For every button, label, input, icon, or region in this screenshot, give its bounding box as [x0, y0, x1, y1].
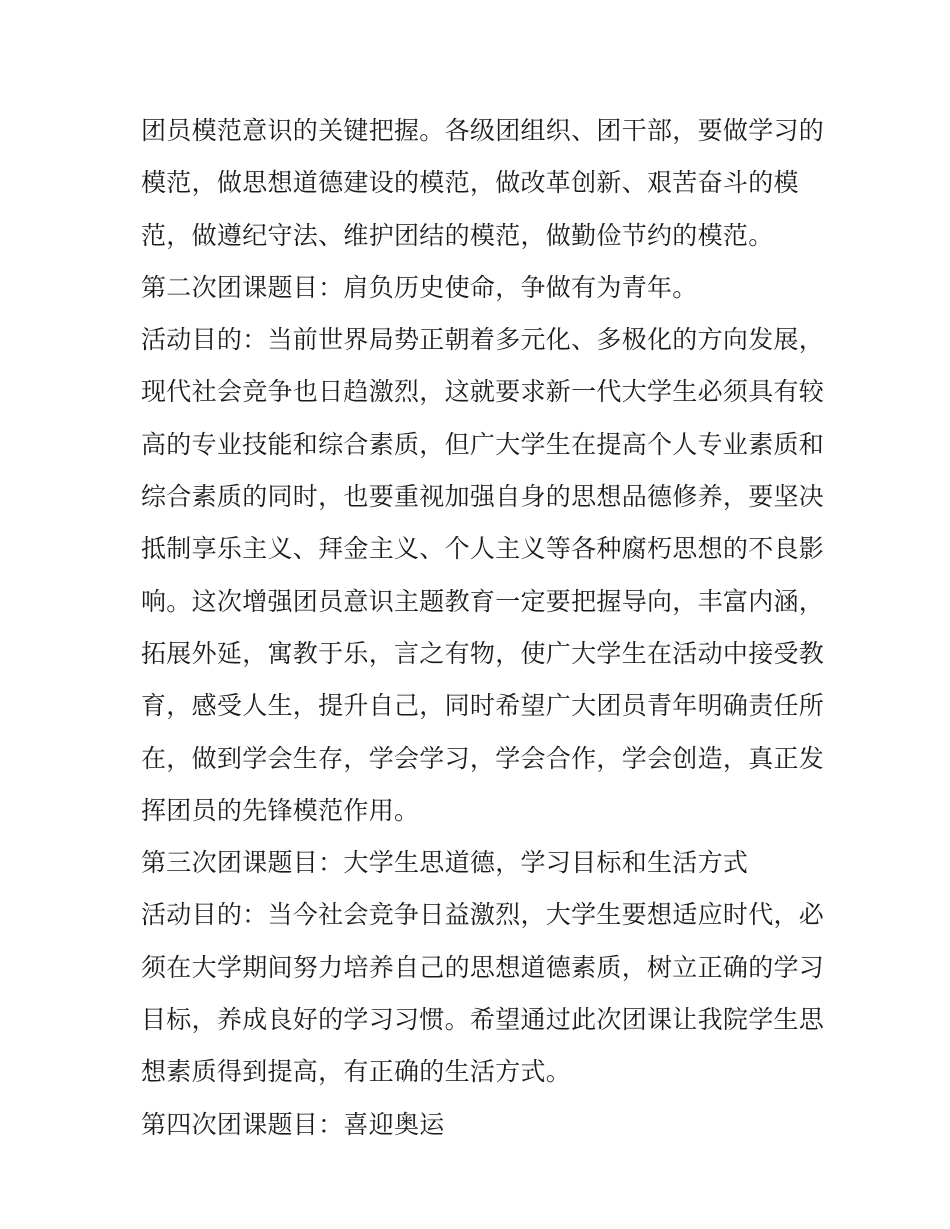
- text-line-16: 活动目的：当今社会竞争日益激烈，大学生要想适应时代，必: [141, 900, 825, 930]
- text-line-17: 须在大学期间努力培养自己的思想道德素质，树立正确的学习: [141, 952, 825, 982]
- text-line-7: 高的专业技能和综合素质，但广大学生在提高个人专业素质和: [141, 429, 825, 459]
- lesson-2-title: 第二次团课题目：肩负历史使命，争做有为青年。: [141, 272, 698, 302]
- lesson-3-title: 第三次团课题目：大学生思道德，学习目标和生活方式: [141, 848, 749, 878]
- text-line-13: 在，做到学会生存，学会学习，学会合作，学会创造，真正发: [141, 743, 825, 773]
- text-line-1: 团员模范意识的关键把握。各级团组织、团干部，要做学习的: [141, 116, 825, 145]
- text-line-8: 综合素质的同时，也要重视加强自身的思想品德修养，要坚决: [141, 482, 825, 512]
- text-line-19: 想素质得到提高，有正确的生活方式。: [141, 1057, 572, 1087]
- lesson-4-title: 第四次团课题目：喜迎奥运: [141, 1109, 445, 1139]
- text-line-10: 响。这次增强团员意识主题教育一定要把握导向，丰富内涵，: [141, 586, 825, 616]
- text-line-11: 拓展外延，寓教于乐，言之有物，使广大学生在活动中接受教: [141, 638, 825, 668]
- text-line-2: 模范，做思想道德建设的模范，做改革创新、艰苦奋斗的模: [141, 168, 799, 198]
- text-line-5: 活动目的：当前世界局势正朝着多元化、多极化的方向发展，: [141, 325, 825, 355]
- text-line-3: 范，做遵纪守法、维护团结的模范，做勤俭节约的模范。: [141, 220, 774, 250]
- text-line-9: 抵制享乐主义、拜金主义、个人主义等各种腐朽思想的不良影: [141, 534, 825, 564]
- body-text: [141, 105, 825, 1151]
- text-line-14: 挥团员的先锋模范作用。: [141, 795, 420, 825]
- text-line-6: 现代社会竞争也日趋激烈，这就要求新一代大学生必须具有较: [141, 377, 825, 407]
- text-line-12: 育，感受人生，提升自己，同时希望广大团员青年明确责任所: [141, 691, 825, 721]
- text-line-18: 目标，养成良好的学习习惯。希望通过此次团课让我院学生思: [141, 1005, 825, 1035]
